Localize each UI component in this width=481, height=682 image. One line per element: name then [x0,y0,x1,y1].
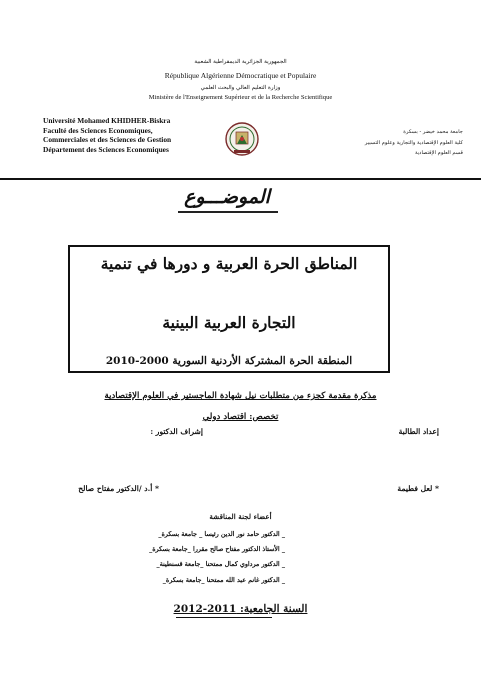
prepared-by-label: إعداد الطالبة [398,427,439,436]
student-name: * لعل فطيمة [397,484,439,493]
university-name-ar: جامعة محمد خيضر - بسكرة [403,129,463,135]
academic-year: السنة الجامعية: 2011-2012 [173,603,308,615]
institution-fr-block [43,116,218,154]
header-divider [0,178,481,180]
committee-member: _ الأستاذ الدكتور مفتاح صالح مقررا _جامعة بسكرة_ [149,546,285,554]
specialty: تخصص: اقتصاد دولي [202,412,279,422]
subject-label: الموضـــوع [184,186,270,208]
faculty-name-fr-line2: Commerciales et des Sciences de Gestion [43,135,172,145]
faculty-name-ar: كلية العلوم الإقتصادية والتجارية وعلوم التسيير [364,139,463,146]
memo-statement: مذكرة مقدمة كجزء من متطلبات نيل شهادة الماجستير في العلوم الإقتصادية [104,391,377,401]
supervisor-name: * أ.د /الدكتور مفتاح صالح [78,484,159,493]
subject-underline [178,211,278,213]
country-name-fr: République Algérienne Démocratique et Populaire [164,71,317,80]
university-name-fr: Université Mohamed KHIDHER-Biskra [43,116,171,125]
department-name-ar: قسم العلوم الإقتصادية [414,150,463,156]
institution-ar-block [313,127,463,159]
committee-title: أعضاء لجنة المناقشة [209,512,272,521]
university-logo [225,120,259,160]
ministry-name-ar: وزارة التعليم العالي والبحث العلمي [200,85,281,91]
country-name-ar: الجمهورية الجزائرية الديمقراطية الشعبية [194,59,287,65]
committee-member: _ الدكتور غانم عبد الله ممتحنا _جامعة بسكرة_ [162,576,285,584]
ministry-name-fr: Ministère de l'Enseignement Supérieur et de la Recherche Scientifique [148,94,333,101]
committee-list [149,527,285,588]
committee-member: _ الدكتور حامد نور الدين رئيسا _ جامعة بسكرة_ [158,531,285,538]
thesis-title-line2: التجارة العربية البينية [162,313,296,332]
supervisor-label: إشراف الدكتور : [150,427,203,436]
thesis-subtitle: المنطقة الحرة المشتركة الأردنية السورية 2000-2010 [105,355,353,367]
thesis-title-line1: المناطق الحرة العربية و دورها في تنمية [100,254,358,273]
department-name-fr: Département des Sciences Economiques [43,144,169,154]
academic-year-underline [176,617,272,618]
faculty-name-fr-line1: Faculté des Sciences Economiques, [43,125,153,135]
committee-member: _ الدكتور مرداوي كمال ممتحنا _جامعة قسنطينة_ [156,561,285,569]
